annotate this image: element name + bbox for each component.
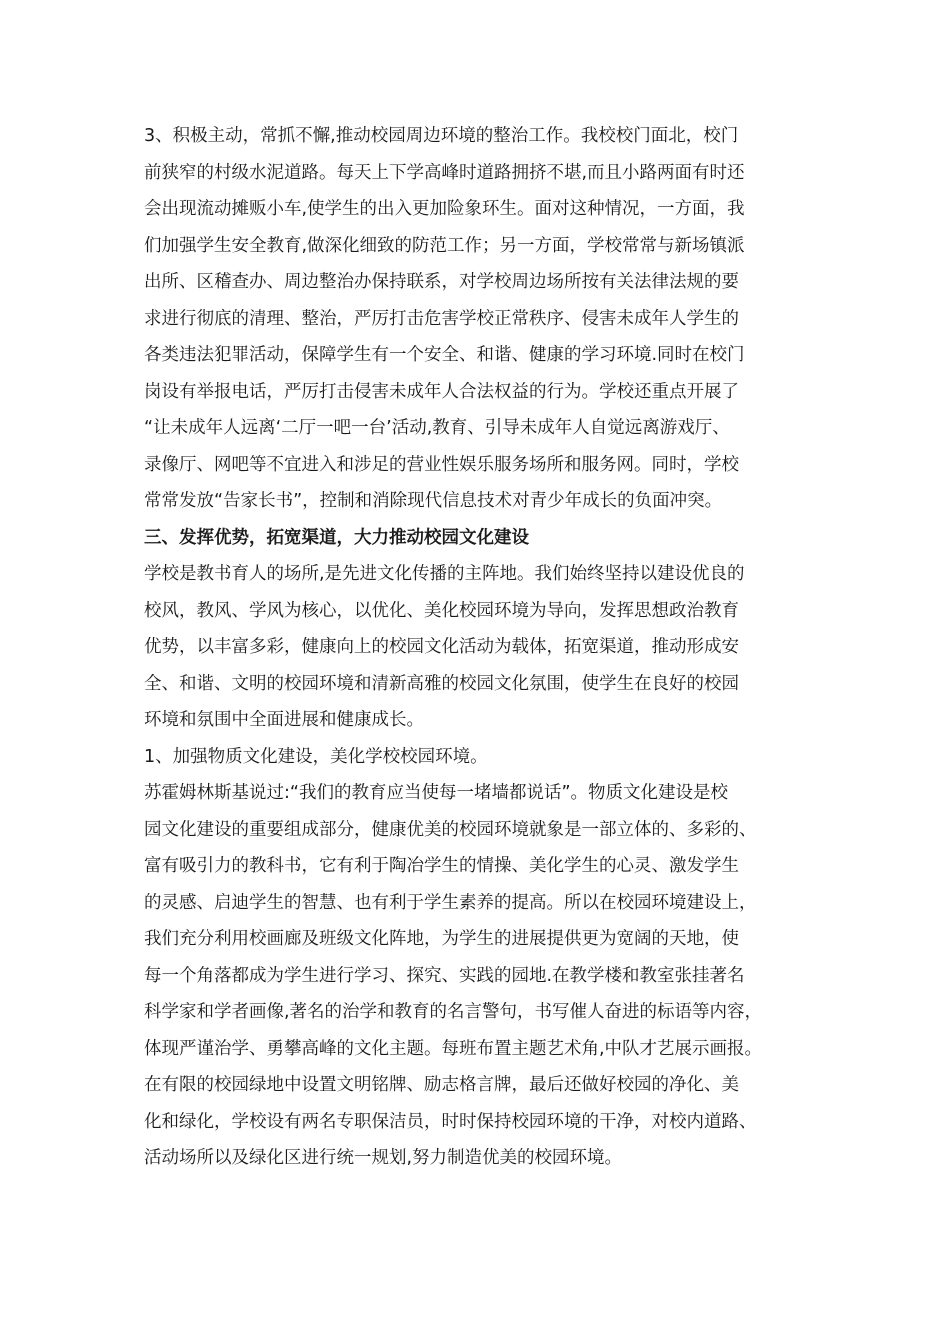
- paragraph-line: 各类违法犯罪活动，保障学生有一个安全、和谐、健康的学习环境.同时在校门: [144, 345, 745, 365]
- paragraph-line: 活动场所以及绿化区进行统一规划,努力制造优美的校园环境。: [144, 1148, 623, 1168]
- paragraph-line: 环境和氛围中全面进展和健康成长。: [144, 710, 424, 730]
- paragraph-line: 化和绿化，学校设有两名专职保洁员，时时保持校园环境的干净，对校内道路、: [144, 1111, 757, 1132]
- paragraph-line: 全、和谐、文明的校园环境和清新高雅的校园文化氛围，使学生在良好的校园: [144, 673, 739, 694]
- paragraph-line: 优势，以丰富多彩，健康向上的校园文化活动为载体，拓宽渠道，推动形成安: [144, 637, 739, 657]
- paragraph-line: 我们充分利用校画廊及班级文化阵地，为学生的进展提供更为宽阔的天地，使: [144, 929, 739, 949]
- document-body: [144, 118, 814, 1177]
- paragraph-line: 求进行彻底的清理、整治，严厉打击危害学校正常秩序、侵害未成年人学生的: [144, 308, 739, 329]
- paragraph-line: 们加强学生安全教育,做深化细致的防范工作；另一方面，学校常常与新场镇派: [144, 235, 745, 256]
- paragraph-line: 出所、区稽查办、周边整治办保持联系，对学校周边场所按有关法律法规的要: [144, 272, 739, 292]
- paragraph-line: 会出现流动摊贩小车,使学生的出入更加险象环生。面对这种情况，一方面，我: [144, 199, 745, 219]
- paragraph-line: 常常发放“告家长书”，控制和消除现代信息技术对青少年成长的负面冲突。: [144, 491, 723, 511]
- paragraph-line: 在有限的校园绿地中设置文明铭牌、励志格言牌，最后还做好校园的净化、美: [144, 1075, 739, 1095]
- paragraph-line: 富有吸引力的教科书，它有利于陶冶学生的情操、美化学生的心灵、激发学生: [144, 856, 739, 876]
- paragraph-line: 前狭窄的村级水泥道路。每天上下学高峰时道路拥挤不堪,而且小路两面有时还: [144, 162, 745, 183]
- subsection-heading: 1、加强物质文化建设，美化学校校园环境。: [144, 746, 488, 767]
- paragraph-line: 园文化建设的重要组成部分，健康优美的校园环境就象是一部立体的、多彩的、: [144, 819, 757, 840]
- paragraph-line: 体现严谨治学、勇攀高峰的文化主题。每班布置主题艺术角,中队才艺展示画报。: [144, 1038, 763, 1059]
- paragraph-line: 3、积极主动，常抓不懈,推动校园周边环境的整治工作。我校校门面北，校门: [144, 126, 739, 146]
- paragraph-line: 的灵感、启迪学生的智慧、也有利于学生素养的提高。所以在校园环境建设上，: [144, 892, 757, 913]
- paragraph-line: 科学家和学者画像,著名的治学和教育的名言警句，书写催人奋进的标语等内容，: [144, 1002, 763, 1022]
- paragraph-line: 校风，教风、学风为核心，以优化、美化校园环境为导向，发挥思想政治教育: [144, 600, 739, 621]
- paragraph-line: 岗设有举报电话，严厉打击侵害未成年人合法权益的行为。学校还重点开展了: [144, 381, 739, 402]
- paragraph-line: 录像厅、网吧等不宜进入和涉足的营业性娱乐服务场所和服务网。同时，学校: [144, 454, 739, 475]
- paragraph-line: 学校是教书育人的场所,是先进文化传播的主阵地。我们始终坚持以建设优良的: [144, 564, 745, 584]
- section-heading: 三、发挥优势，拓宽渠道，大力推动校园文化建设: [144, 527, 529, 548]
- paragraph-line: “让未成年人远离‘二厅一吧一台’活动,教育、引导未成年人自觉远离游戏厅、: [144, 418, 730, 438]
- paragraph-line: 苏霍姆林斯基说过:“我们的教育应当使每一堵墙都说话”。物质文化建设是校: [144, 783, 729, 803]
- paragraph-line: 每一个角落都成为学生进行学习、探究、实践的园地.在教学楼和教室张挂著名: [144, 965, 745, 986]
